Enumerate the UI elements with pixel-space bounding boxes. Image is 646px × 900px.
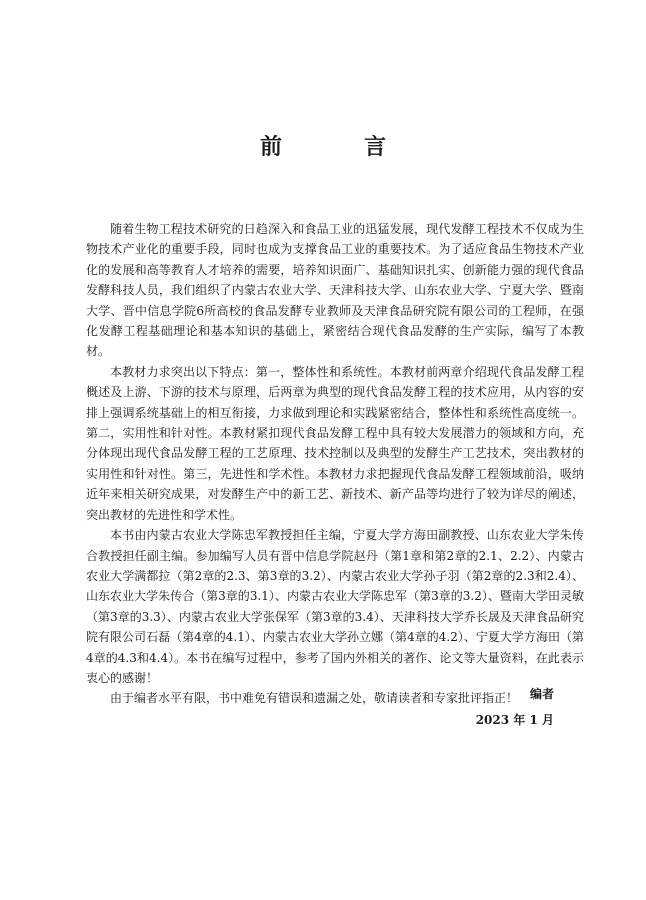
- paragraph-4: 由于编者水平有限，书中难免有错误和遗漏之处，敬请读者和专家批评指正！: [110, 691, 519, 706]
- page-title: 前 言: [259, 134, 416, 160]
- paragraph-2: 本教材力求突出以下特点：第一，整体性和系统性。本教材前两章介绍现代食品发酵工程概述及上游、下游的技术与原理，后两章为典型的现代食品发酵工程的技术应用，从内容的安排上强调系统基础上的相互衔接，力求做到理论和实践紧密结合，整体性和系统性高度统一。第二，实用性和针对性。本教材紧扣现代食品发酵工程中具有较大发展潜力的领域和方向，充分体现出现代食品发酵工程的工艺原理、技术控制以及典型的发酵生产工艺技术，突出教材的实用性和针对性。第三，先进性和学术性。本教材力求把握现代食品发酵工程领域前沿，吸纳近年来相关研究成果，对发酵生产中的新工艺、新技术、新产品等均进行了较为详尽的阐述，突出教材的先进性和学术性。: [86, 364, 584, 522]
- paragraph-1: 随着生物工程技术研究的日趋深入和食品工业的迅猛发展，现代发酵工程技术不仅成为生物技术产业化的重要手段，同时也成为支撑食品工业的重要技术。为了适应食品生物技术产业化的发展和高等教育人才培养的需要，培养知识面广、基础知识扎实、创新能力强的现代食品发酵科技人员，我们组织了内蒙古农业大学、天津科技大学、山东农业大学、宁夏大学、暨南大学、晋中信息学院6所高校的食品发酵专业教师及天津食品研究院有限公司的工程师，在强化发酵工程基础理论和基本知识的基础上，紧密结合现代食品发酵的生产实际，编写了本教材。: [86, 222, 584, 359]
- date-line: 2023 年 1 月: [475, 713, 554, 727]
- author-signature: 编者: [529, 687, 554, 701]
- paragraph-3: 本书由内蒙古农业大学陈忠军教授担任主编，宁夏大学方海田副教授、山东农业大学朱传合教授担任副主编。参加编写人员有晋中信息学院赵丹（第1章和第2章的2.1、2.2）、内蒙古农业大学满都拉（第2章的2.3、第3章的3.2）、内蒙古农业大学孙子羽（第2章的2.3和2.4）、山东农业大学朱传合（第3章的3.1）、内蒙古农业大学陈忠军（第3章的3.2）、暨南大学田灵敏（第3章的3.3）、内蒙古农业大学张保军（第3章的3.4）、天津科技大学乔长晟及天津食品研究院有限公司石磊（第4章的4.1）、内蒙古农业大学孙立娜（第4章的4.2）、宁夏大学方海田（第4章的4.3和4.4）。本书在编写过程中，参考了国内外相关的著作、论文等大量资料，在此表示衷心的感谢！: [86, 528, 584, 685]
- preface-body: [86, 219, 584, 709]
